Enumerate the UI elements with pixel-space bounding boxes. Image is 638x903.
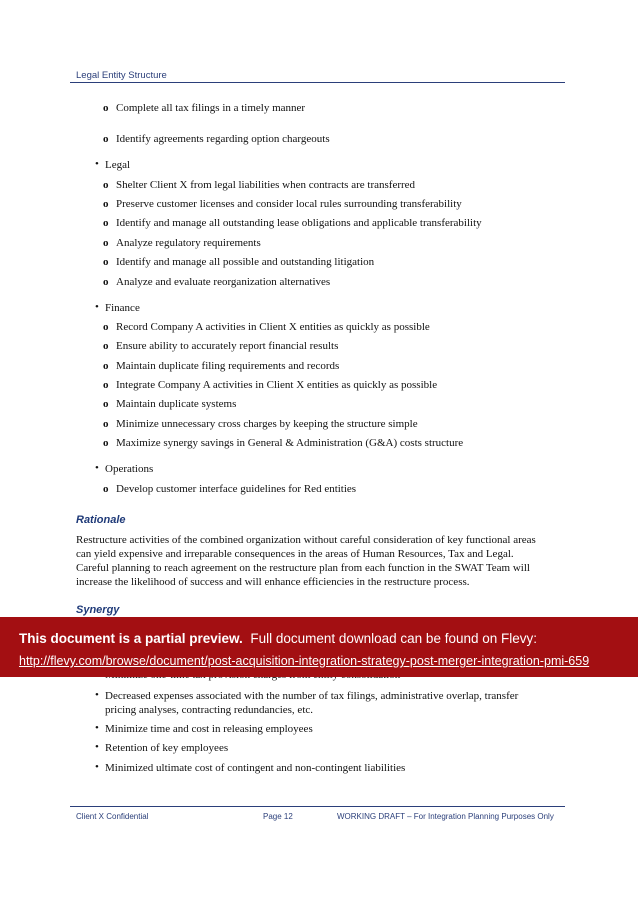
- sub-bullet-marker: o: [103, 398, 109, 410]
- tax-item: [103, 101, 306, 115]
- list-item-text: Record Company A activities in Client X entities as quickly as possible: [116, 321, 430, 333]
- legal-item: [103, 178, 416, 192]
- finance-bullet: [95, 301, 140, 315]
- rationale-line: can yield expensive and irreparable consequences in the areas of Human Resources, Tax and Legal.: [76, 548, 514, 560]
- list-item-text: Integrate Company A activities in Client X entities as quickly as possible: [116, 379, 438, 391]
- bullet-marker: •: [95, 301, 99, 313]
- rationale-paragraph: [76, 533, 576, 589]
- sub-bullet-marker: o: [103, 340, 109, 352]
- synergy-item: [95, 689, 519, 717]
- list-item-text: Maintain duplicate filing requirements and records: [116, 360, 340, 372]
- bullet-marker: •: [95, 158, 99, 170]
- rationale-line: Careful planning to reach agreement on the restructure plan from each function in the SWAT Team will: [76, 562, 530, 574]
- sub-bullet-marker: o: [103, 133, 109, 145]
- section-label: Operations: [105, 463, 154, 475]
- finance-item: [103, 436, 464, 450]
- list-item-text: Develop customer interface guidelines for Red entities: [116, 483, 357, 495]
- page-header-title: Legal Entity Structure: [76, 70, 167, 81]
- sub-bullet-marker: o: [103, 483, 109, 495]
- sub-bullet-marker: o: [103, 198, 109, 210]
- tax-item: [103, 132, 330, 146]
- bullet-marker: •: [95, 741, 99, 753]
- sub-bullet-marker: o: [103, 217, 109, 229]
- finance-item: [103, 378, 438, 392]
- legal-item: [103, 236, 261, 250]
- header-rule: [70, 82, 565, 83]
- finance-item: [103, 320, 430, 334]
- sub-bullet-marker: o: [103, 418, 109, 430]
- footer-page-number: Page 12: [263, 812, 293, 821]
- finance-item: [103, 359, 340, 373]
- list-item-text: pricing analyses, contracting redundancies, etc.: [105, 704, 314, 716]
- operations-bullet: [95, 462, 154, 476]
- legal-item: [103, 197, 462, 211]
- list-item-text: Analyze regulatory requirements: [116, 237, 261, 249]
- list-item-text: Ensure ability to accurately report financial results: [116, 340, 339, 352]
- legal-bullet: [95, 158, 131, 172]
- sub-bullet-marker: o: [103, 102, 109, 114]
- rationale-heading: Rationale: [76, 514, 126, 526]
- list-item-text: Minimize unnecessary cross charges by keeping the structure simple: [116, 418, 418, 430]
- legal-item: [103, 275, 331, 289]
- list-item-text: Retention of key employees: [105, 742, 229, 754]
- footer-rule: [70, 806, 565, 807]
- rationale-line: Restructure activities of the combined organization without careful consideration of key functional areas: [76, 534, 536, 546]
- banner-download-link[interactable]: http://flevy.com/browse/document/post-acquisition-integration-strategy-post-merger-integration-pmi-659: [19, 654, 590, 668]
- finance-item: [103, 339, 339, 353]
- banner-text: Full document download can be found on Flevy:: [250, 631, 538, 646]
- rationale-line: increase the likelihood of success and will enhance efficiencies in the restructure process.: [76, 576, 470, 588]
- section-label: Legal: [105, 159, 131, 171]
- legal-item: [103, 255, 375, 269]
- banner-bold-text: This document is a partial preview.: [19, 631, 243, 646]
- list-item-text: Identify agreements regarding option chargeouts: [116, 133, 330, 145]
- bullet-marker: •: [95, 761, 99, 773]
- list-item-text: Minimized ultimate cost of contingent and non-contingent liabilities: [105, 762, 406, 774]
- sub-bullet-marker: o: [103, 360, 109, 372]
- list-item-text: Identify and manage all outstanding lease obligations and applicable transferability: [116, 217, 482, 229]
- sub-bullet-marker: o: [103, 379, 109, 391]
- legal-item: [103, 216, 482, 230]
- list-item-text: Analyze and evaluate reorganization alternatives: [116, 276, 331, 288]
- list-item-text: Shelter Client X from legal liabilities when contracts are transferred: [116, 179, 416, 191]
- sub-bullet-marker: o: [103, 237, 109, 249]
- list-item-text: Complete all tax filings in a timely manner: [116, 102, 306, 114]
- sub-bullet-marker: o: [103, 321, 109, 333]
- synergy-heading: Synergy: [76, 604, 120, 616]
- list-item-text: Maximize synergy savings in General & Administration (G&A) costs structure: [116, 437, 464, 449]
- sub-bullet-marker: o: [103, 437, 109, 449]
- bullet-marker: •: [95, 722, 99, 734]
- bullet-marker: •: [95, 462, 99, 474]
- synergy-item: [95, 722, 313, 736]
- bullet-marker: •: [95, 689, 99, 701]
- footer-right: WORKING DRAFT – For Integration Planning Purposes Only: [337, 812, 554, 821]
- operations-item: [103, 482, 357, 496]
- list-item-text: Decreased expenses associated with the number of tax filings, administrative overlap, transfer: [105, 690, 519, 702]
- finance-item: [103, 417, 418, 431]
- synergy-item: [95, 761, 406, 775]
- sub-bullet-marker: o: [103, 256, 109, 268]
- preview-banner: [0, 617, 638, 677]
- footer-left: Client X Confidential: [76, 812, 149, 821]
- banner-message: [19, 631, 537, 646]
- list-item-text: Preserve customer licenses and consider local rules surrounding transferability: [116, 198, 462, 210]
- sub-bullet-marker: o: [103, 276, 109, 288]
- list-item-text: Identify and manage all possible and outstanding litigation: [116, 256, 375, 268]
- synergy-item: [95, 741, 229, 755]
- section-label: Finance: [105, 302, 140, 314]
- finance-item: [103, 397, 237, 411]
- sub-bullet-marker: o: [103, 179, 109, 191]
- list-item-text: Minimize time and cost in releasing employees: [105, 723, 313, 735]
- list-item-text: Maintain duplicate systems: [116, 398, 237, 410]
